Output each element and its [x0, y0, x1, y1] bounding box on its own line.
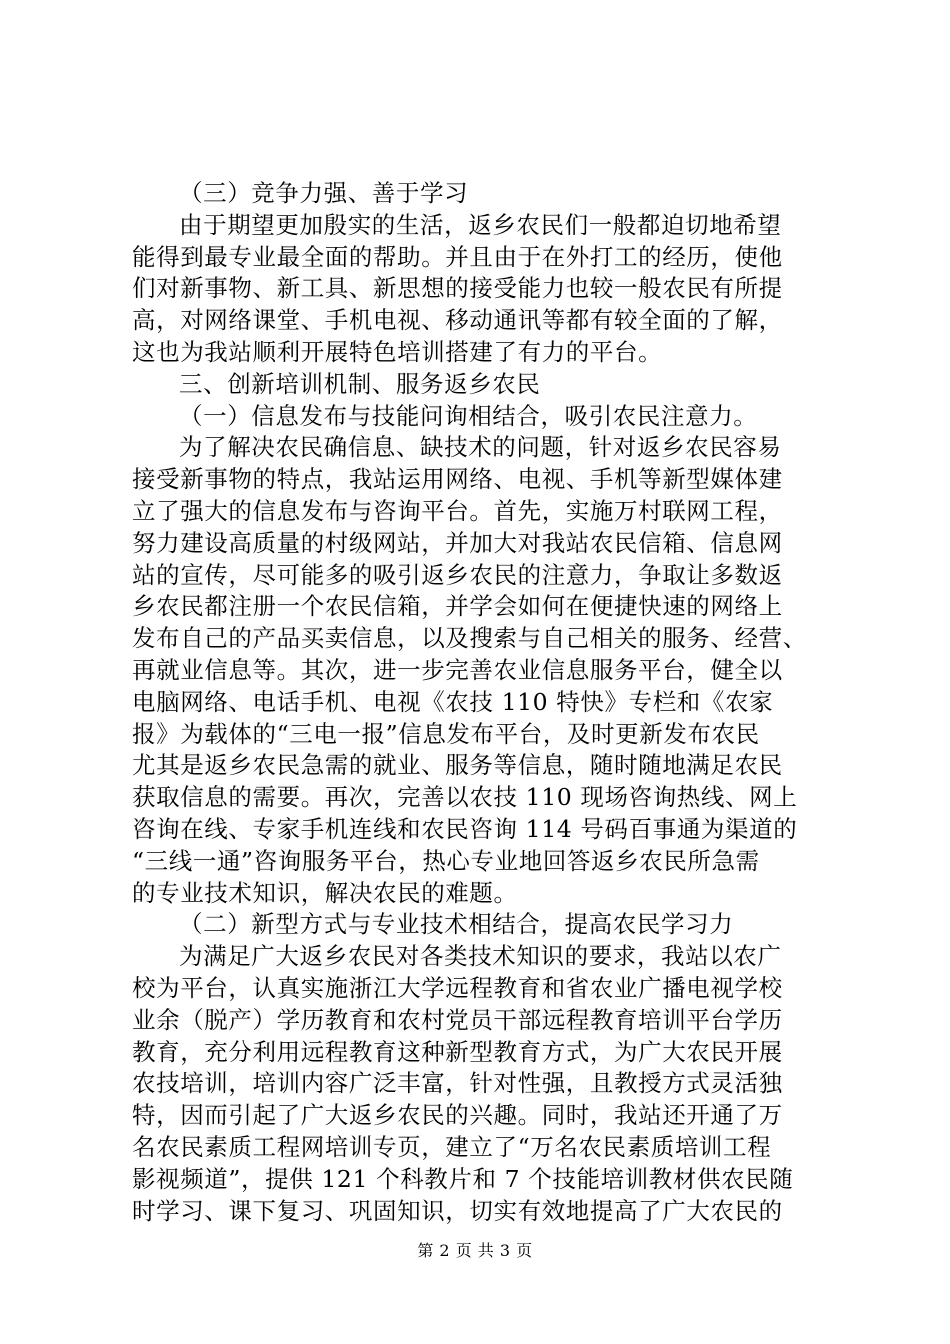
page-number: 第 2 页 共 3 页	[417, 1241, 533, 1260]
paragraph-line: 教育，充分利用远程教育这种新型教育方式，为广大农民开展	[132, 1037, 783, 1066]
paragraph-line: 发布自己的产品买卖信息，以及搜索与自己相关的服务、经营、	[132, 624, 807, 653]
paragraph-line: 特，因而引起了广大返乡农民的兴趣。同时，我站还开通了万	[132, 1101, 783, 1130]
paragraph-line: 高，对网络课堂、手机电视、移动通讯等都有较全面的了解，	[132, 306, 783, 335]
paragraph-line: 名农民素质工程网培训专页，建立了“万名农民素质培训工程	[132, 1132, 772, 1161]
paragraph-line: 立了强大的信息发布与咨询平台。首先，实施万村联网工程，	[132, 496, 783, 525]
paragraph-line: 报》为载体的“三电一报”信息发布平台，及时更新发布农民	[132, 719, 760, 748]
paragraph-line: 的专业技术知识，解决农民的难题。	[132, 878, 518, 907]
paragraph-line: 咨询在线、专家手机连线和农民咨询 114 号码百事通为渠道的	[132, 814, 798, 843]
paragraph-line: 接受新事物的特点，我站运用网络、电视、手机等新型媒体建	[132, 465, 783, 494]
paragraph-line: 为了解决农民确信息、缺技术的问题，针对返乡农民容易	[179, 433, 782, 462]
paragraph-line: 获取信息的需要。再次，完善以农技 110 现场咨询热线、网上	[132, 783, 798, 812]
paragraph-line: “三线一通”咨询服务平台，热心专业地回答返乡农民所急需	[132, 846, 760, 875]
paragraph-line: 这也为我站顺利开展特色培训搭建了有力的平台。	[132, 337, 663, 366]
paragraph-line: 乡农民都注册一个农民信箱，并学会如何在便捷快速的网络上	[132, 592, 783, 621]
paragraph-line: 为满足广大返乡农民对各类技术知识的要求，我站以农广	[179, 942, 782, 971]
paragraph-line: 农技培训，培训内容广泛丰富，针对性强，且教授方式灵活独	[132, 1069, 783, 1098]
section-heading: （一）信息发布与技能问询相结合，吸引农民注意力。	[179, 401, 758, 430]
section-heading: 三、创新培训机制、服务返乡农民	[179, 369, 541, 398]
paragraph-line: 电脑网络、电话手机、电视《农技 110 特快》专栏和《农家	[132, 687, 774, 716]
paragraph-line: 校为平台，认真实施浙江大学远程教育和省农业广播电视学校	[132, 973, 783, 1002]
paragraph-line: 尤其是返乡农民急需的就业、服务等信息，随时随地满足农民	[132, 751, 783, 780]
paragraph-line: 时学习、课下复习、巩固知识，切实有效地提高了广大农民的	[132, 1196, 783, 1225]
paragraph-line: 再就业信息等。其次，进一步完善农业信息服务平台，健全以	[132, 655, 783, 684]
paragraph-line: 由于期望更加殷实的生活，返乡农民们一般都迫切地希望	[179, 210, 782, 239]
paragraph-line: 能得到最专业最全面的帮助。并且由于在外打工的经历，使他	[132, 242, 783, 271]
section-heading: （二）新型方式与专业技术相结合，提高农民学习力	[179, 910, 734, 939]
paragraph-line: 业余（脱产）学历教育和农村党员干部远程教育培训平台学历	[132, 1005, 783, 1034]
paragraph-line: 站的宣传，尽可能多的吸引返乡农民的注意力，争取让多数返	[132, 560, 783, 589]
paragraph-line: 们对新事物、新工具、新思想的接受能力也较一般农民有所提	[132, 274, 783, 303]
paragraph-line: 影视频道”，提供 121 个科教片和 7 个技能培训教材供农民随	[132, 1164, 794, 1193]
section-heading: （三）竞争力强、善于学习	[179, 179, 469, 207]
paragraph-line: 努力建设高质量的村级网站，并加大对我站农民信箱、信息网	[132, 528, 783, 557]
document-body	[132, 178, 832, 1227]
